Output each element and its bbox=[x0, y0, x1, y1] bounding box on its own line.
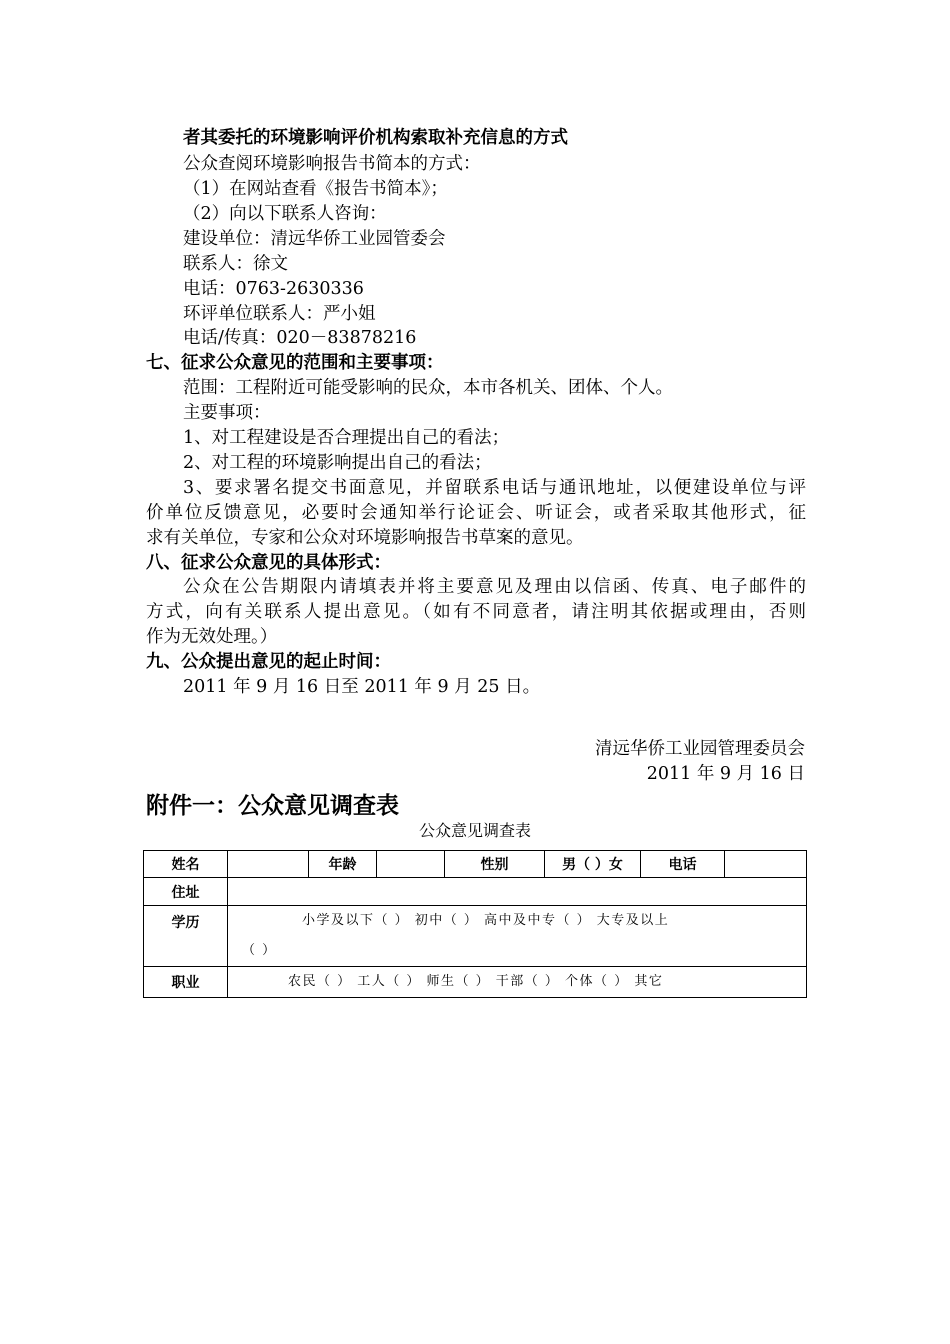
section-9-period: 2011 年 9 月 16 日至 2011 年 9 月 25 日。 bbox=[183, 677, 541, 697]
section-7-item-3-line-1: 3、要求署名提交书面意见，并留联系电话与通讯地址，以便建设单位与评 bbox=[183, 478, 806, 498]
section-7-heading: 七、征求公众意见的范围和主要事项： bbox=[146, 353, 444, 373]
section-7-item-2: 2、对工程的环境影响提出自己的看法； bbox=[183, 453, 492, 473]
gender-label: 性别 bbox=[445, 851, 545, 878]
education-options-line-2: （ ） bbox=[242, 943, 277, 958]
address-label: 住址 bbox=[144, 878, 228, 906]
contact-person: 联系人：徐文 bbox=[183, 254, 288, 274]
signature-date: 2011 年 9 月 16 日 bbox=[646, 764, 805, 784]
eia-contact: 环评单位联系人：严小姐 bbox=[183, 304, 376, 324]
table-row bbox=[144, 878, 807, 906]
access-method-text: 公众查阅环境影响报告书简本的方式： bbox=[183, 154, 481, 174]
builder-unit: 建设单位：清远华侨工业园管委会 bbox=[183, 229, 446, 249]
phone-label: 电话 bbox=[641, 851, 725, 878]
attachment-title: 附件一：公众意见调查表 bbox=[146, 793, 399, 819]
education-options-line-1: 小学及以下（ ） 初中（ ） 高中及中专（ ） 大专及以上 bbox=[302, 913, 670, 928]
section-7-scope: 范围：工程附近可能受影响的民众，本市各机关、团体、个人。 bbox=[183, 378, 673, 398]
age-label: 年龄 bbox=[309, 851, 377, 878]
section-8-line-3: 作为无效处理。） bbox=[146, 627, 278, 647]
public-opinion-survey-table bbox=[143, 850, 807, 998]
name-field[interactable] bbox=[228, 851, 309, 878]
table-row bbox=[144, 906, 807, 967]
section-7-item-1: 1、对工程建设是否合理提出自己的看法； bbox=[183, 428, 510, 448]
contact-heading-continued: 者其委托的环境影响评价机构索取补充信息的方式 bbox=[183, 128, 568, 148]
section-7-items-label: 主要事项： bbox=[183, 403, 271, 423]
section-7-item-3-line-3: 求有关单位，专家和公众对环境影响报告书草案的意见。 bbox=[146, 528, 584, 548]
section-8-heading: 八、征求公众意见的具体形式： bbox=[146, 553, 391, 573]
phone-field[interactable] bbox=[725, 851, 807, 878]
access-method-2: （2）向以下联系人咨询： bbox=[183, 204, 387, 224]
table-row bbox=[144, 967, 807, 998]
education-options[interactable] bbox=[228, 906, 807, 967]
education-label: 学历 bbox=[144, 906, 228, 967]
signature-org: 清远华侨工业园管理委员会 bbox=[595, 739, 805, 759]
section-9-heading: 九、公众提出意见的起止时间： bbox=[146, 652, 391, 672]
name-label: 姓名 bbox=[144, 851, 228, 878]
address-field[interactable] bbox=[228, 878, 807, 906]
occupation-label: 职业 bbox=[144, 967, 228, 998]
age-field[interactable] bbox=[377, 851, 445, 878]
access-method-1: （1）在网站查看《报告书简本》； bbox=[183, 179, 448, 199]
section-8-line-2: 方式，向有关联系人提出意见。（如有不同意者，请注明其依据或理由，否则 bbox=[146, 602, 806, 622]
gender-options[interactable]: 男（ ）女 bbox=[545, 851, 641, 878]
section-7-item-3-line-2: 价单位反馈意见，必要时会通知举行论证会、听证会，或者采取其他形式，征 bbox=[146, 503, 806, 523]
table-row bbox=[144, 851, 807, 878]
occupation-options[interactable]: 农民（ ） 工人（ ） 师生（ ） 干部（ ） 个体（ ） 其它 bbox=[228, 967, 807, 998]
contact-phone: 电话：0763-2630336 bbox=[183, 279, 364, 299]
eia-phone-fax: 电话/传真：020－83878216 bbox=[183, 328, 417, 348]
section-8-line-1: 公众在公告期限内请填表并将主要意见及理由以信函、传真、电子邮件的 bbox=[183, 577, 806, 597]
table-caption: 公众意见调查表 bbox=[418, 821, 531, 840]
